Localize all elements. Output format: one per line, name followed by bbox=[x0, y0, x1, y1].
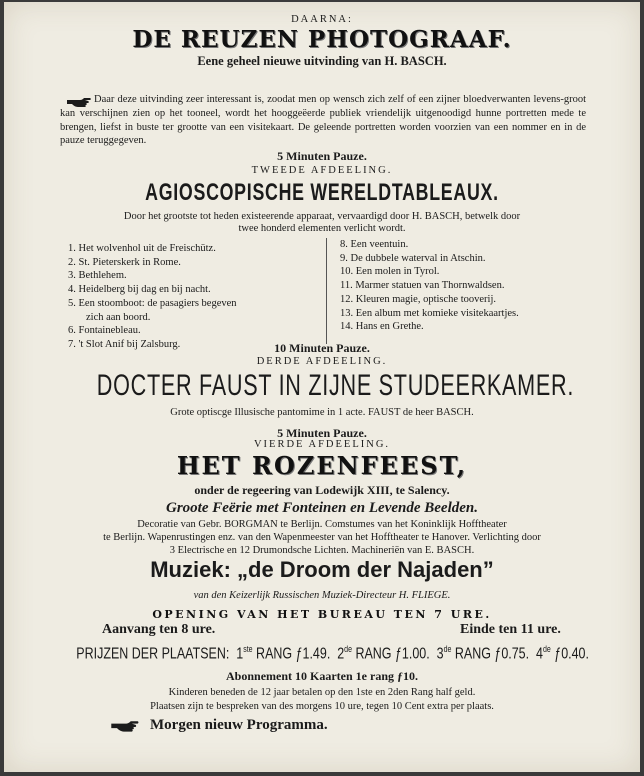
faust-desc: Grote optiscge Illusische pantomime in 1 acte. FAUST de heer BASCH. bbox=[170, 407, 474, 418]
prijzen-row bbox=[4, 643, 640, 663]
rang-2-price: ƒ1.00. bbox=[394, 645, 430, 662]
rang-3-suffix: de bbox=[443, 643, 452, 654]
list-item: 2. St. Pieterskerk in Rome. bbox=[68, 256, 181, 268]
abonnement-line: Abonnement 10 Kaarten 1e rang ƒ10. bbox=[226, 669, 418, 683]
derde-afdeeling: DERDE AFDEELING. bbox=[256, 356, 388, 367]
list-item: 5. Een stoomboot: de pasagiers begeven bbox=[68, 297, 237, 309]
photograaf-subtitle: Eene geheel nieuwe uitvinding van H. BASCH. bbox=[197, 54, 447, 68]
tweede-afdeeling: TWEEDE AFDEELING. bbox=[251, 165, 393, 176]
rang-1-price: ƒ1.49. bbox=[295, 645, 331, 662]
prijzen-label: PRIJZEN DER PLAATSEN: bbox=[76, 645, 230, 662]
rang-1-number: 1 bbox=[236, 645, 244, 662]
list-item: 14. Hans en Grethe. bbox=[340, 321, 424, 333]
morgen-line: Morgen nieuw Programma. bbox=[150, 717, 328, 733]
list-item: 6. Fontainebleau. bbox=[68, 325, 141, 337]
rang-2-suffix: de bbox=[344, 643, 352, 654]
rang-2-number: 2 bbox=[337, 645, 345, 662]
list-item: 10. Een molen in Tyrol. bbox=[340, 266, 440, 278]
rang-3-price: ƒ0.75. bbox=[494, 645, 530, 662]
playbill-sheet bbox=[4, 2, 640, 772]
rozenfeest-title: HET ROZENFEEST, bbox=[176, 451, 468, 480]
credit-line-3: 3 Electrische en 12 Drumondsche Lichten. Machineriën van E. BASCH. bbox=[169, 545, 475, 556]
tableaux-list-right bbox=[340, 238, 519, 334]
einde-time: Einde ten 11 ure. bbox=[460, 622, 561, 637]
tableaux-list-left bbox=[68, 242, 237, 352]
muziek-credit: van den Keizerlijk Russischen Muziek-Directeur H. FLIEGE. bbox=[193, 590, 451, 601]
rang-3-number: 3 bbox=[436, 645, 444, 662]
credit-line-1: Decoratie van Gebr. BORGMAN te Berlijn. Comstumes van het Koninklijk Hofftheater bbox=[137, 519, 507, 530]
daarna-heading: DAARNA: bbox=[291, 14, 353, 25]
muziek-title: Muziek: „de Droom der Najaden” bbox=[150, 557, 494, 582]
list-item: 3. Bethlehem. bbox=[68, 270, 127, 282]
rang-1-suffix: ste bbox=[243, 643, 253, 654]
agioscopische-title: AGIOSCOPISCHE WERELDTABLEAUX. bbox=[145, 179, 499, 206]
rang-4-number: 4 bbox=[536, 645, 543, 662]
list-item: 4. Heidelberg bij dag en bij nacht. bbox=[68, 284, 211, 296]
credit-line-2: te Berlijn. Wapenrustingen enz. van den Wapenmeester van het Hofftheater te Hanover. Verlichting door bbox=[103, 532, 541, 543]
list-item: 1. Het wolvenhol uit de Freischütz. bbox=[68, 243, 216, 254]
vierde-afdeeling: VIERDE AFDEELING. bbox=[253, 439, 391, 450]
photograaf-title: DE REUZEN PHOTOGRAAF. bbox=[132, 26, 512, 53]
rang-2-label: RANG bbox=[355, 645, 392, 662]
list-item: zich aan boord. bbox=[86, 311, 151, 323]
list-item: 9. De dubbele waterval in Atschin. bbox=[340, 252, 486, 264]
photograaf-paragraph: Daar deze uitvinding zeer interessant is, zoodat men op wensch zich zelf of een zijner bloedverwanten levens-groot kan verschijnen zien op het tooneel, wordt het hooggeëerde publiek vriendelijk uitgenoodigd hunne portretten mede te brengen, liefst in buste ter grootte van een visitekaart. De geleende portretten worden voorzien van een nommer en in de pauze teruggegeven. bbox=[60, 94, 586, 147]
opening-line: OPENING VAN HET BUREAU TEN 7 URE. bbox=[152, 608, 492, 621]
faust-title: DOCTER FAUST IN ZIJNE STUDEERKAMER. bbox=[96, 369, 575, 402]
agioscopische-desc-2: twee honderd elementen verlicht wordt. bbox=[238, 223, 406, 234]
aanvang-time: Aanvang ten 8 ure. bbox=[102, 622, 216, 637]
feerie-line: Groote Feërie met Fonteinen en Levende Beelden. bbox=[165, 500, 479, 516]
pause-1: 5 Minuten Pauze. bbox=[277, 149, 367, 163]
rang-1-label: RANG bbox=[256, 645, 293, 662]
plaatsen-line: Plaatsen zijn te bespreken van des morgens 10 ure, tegen 10 Cent extra per plaats. bbox=[150, 701, 494, 712]
rang-3-label: RANG bbox=[454, 645, 491, 662]
pause-3: 5 Minuten Pauze. bbox=[277, 426, 367, 440]
list-item: 11. Marmer statuen van Thornwaldsen. bbox=[340, 280, 505, 292]
list-item: 12. Kleuren magie, optische tooverij. bbox=[340, 293, 496, 305]
column-divider bbox=[326, 238, 327, 344]
list-item: 13. Een album met komieke visitekaartjes. bbox=[340, 307, 519, 319]
list-item: 8. Een veentuin. bbox=[340, 239, 409, 250]
rang-4-suffix: de bbox=[542, 643, 551, 654]
rang-4-price: ƒ0.40. bbox=[554, 645, 589, 662]
pause-2: 10 Minuten Pauze. bbox=[274, 341, 370, 355]
list-item: 7. 't Slot Anif bij Zalsburg. bbox=[68, 338, 181, 350]
kinderen-line: Kinderen beneden de 12 jaar betalen op den 1ste en 2den Rang half geld. bbox=[168, 687, 476, 698]
rozenfeest-subtitle: onder de regeering van Lodewijk XIII, te Salency. bbox=[194, 483, 450, 497]
pointing-hand-icon bbox=[108, 719, 142, 739]
agioscopische-desc-1: Door het grootste tot heden existeerende apparaat, vervaardigd door H. BASCH, betwelk door bbox=[123, 211, 521, 222]
